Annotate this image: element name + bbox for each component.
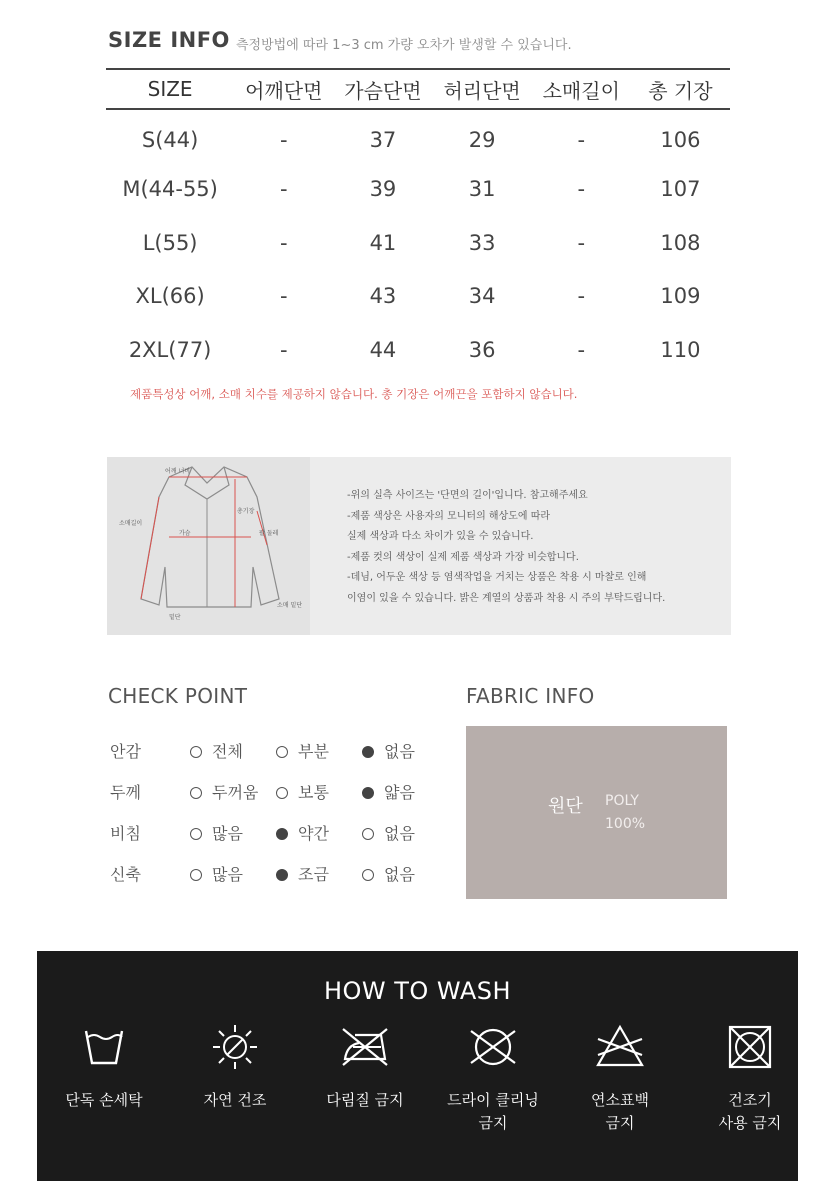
- radio-dot-icon: [276, 787, 288, 799]
- check-option: 전체: [190, 739, 243, 762]
- wash-label: 다림질 금지: [326, 1091, 404, 1109]
- check-option-selected: 없음: [362, 739, 415, 762]
- wash-label: 연소표백 금지: [591, 1091, 649, 1132]
- wash-item-no-bleach: [557, 1021, 683, 1135]
- hem-label: 밑단: [169, 614, 181, 621]
- chest-label: 가슴: [179, 530, 191, 537]
- armhole-label: 팔 둘레: [259, 530, 279, 537]
- length-cell: 110: [660, 337, 701, 362]
- armhole-line: [257, 511, 267, 545]
- radio-dot-filled-icon: [362, 787, 374, 799]
- shoulder-cell: -: [279, 128, 288, 153]
- wash-label: 드라이 클리닝 금지: [447, 1091, 539, 1132]
- chest-cell: 44: [369, 337, 397, 362]
- radio-dot-filled-icon: [276, 828, 288, 840]
- check-option: 부분: [276, 739, 329, 762]
- jacket-diagram: [107, 457, 310, 635]
- no-ironing-icon: [337, 1021, 393, 1073]
- chest-cell: 39: [369, 177, 397, 202]
- how-to-wash-title: HOW TO WASH: [323, 977, 512, 1005]
- check-label: 두께: [110, 783, 141, 802]
- radio-dot-filled-icon: [362, 746, 374, 758]
- sleeve-cell: -: [577, 284, 586, 309]
- shoulder-cell: -: [279, 177, 288, 202]
- radio-dot-icon: [362, 869, 374, 881]
- check-option: 없음: [362, 821, 415, 844]
- check-option: 보통: [276, 780, 329, 803]
- check-option-selected: 조금: [276, 862, 329, 885]
- no-tumble-dry-icon: [724, 1021, 776, 1073]
- total-label: 총기장: [237, 508, 255, 515]
- shoulder-cell: -: [279, 230, 288, 255]
- shoulder-cell: -: [279, 284, 288, 309]
- waist-cell: 31: [468, 177, 496, 202]
- size-header-sleeve: 소매길이: [532, 69, 631, 109]
- wash-item-natural-dry: [172, 1021, 298, 1112]
- hand-wash-icon: [78, 1021, 130, 1073]
- wash-item-hand-wash: [41, 1021, 167, 1112]
- size-header-waist: 허리단면: [433, 69, 532, 109]
- table-row: [106, 163, 730, 217]
- sleeve-label: 소매길이: [119, 520, 143, 527]
- size-table: [106, 68, 730, 377]
- radio-dot-icon: [362, 828, 374, 840]
- length-cell: 107: [660, 177, 701, 202]
- wash-item-no-tumble-dry: [687, 1021, 813, 1135]
- check-label: 안감: [110, 742, 141, 761]
- waist-cell: 34: [468, 284, 496, 309]
- size-cell: M(44-55): [122, 177, 218, 202]
- fabric-percent: 100%: [605, 816, 646, 832]
- sleeve-cell: -: [577, 177, 586, 202]
- waist-cell: 29: [468, 128, 496, 153]
- guide-note: -위의 실측 사이즈는 '단면의 길이'입니다. 참고해주세요: [347, 490, 588, 501]
- guide-note: 이염이 있을 수 있습니다. 밝은 계열의 상품과 착용 시 주의 부탁드립니다.: [347, 592, 666, 604]
- check-option: 많음: [190, 862, 243, 885]
- fabric-swatch: [466, 726, 727, 899]
- size-header-size: SIZE: [106, 69, 234, 109]
- fabric-info-title: FABRIC INFO: [466, 684, 595, 708]
- check-row-stretch: [108, 858, 438, 899]
- wash-item-no-dry-cleaning: [430, 1021, 556, 1135]
- size-header-shoulder: 어깨단면: [234, 69, 333, 109]
- fabric-material: POLY: [605, 793, 639, 809]
- chest-cell: 41: [369, 230, 397, 255]
- check-option: 많음: [190, 821, 243, 844]
- length-cell: 106: [660, 128, 701, 153]
- size-cell: S(44): [141, 128, 199, 153]
- guide-note: 실제 색상과 다소 차이가 있을 수 있습니다.: [347, 531, 534, 542]
- sleeve-line: [141, 497, 159, 599]
- size-info-note: 측정방법에 따라 1~3 cm 가량 오차가 발생할 수 있습니다.: [236, 38, 572, 53]
- radio-dot-icon: [276, 746, 288, 758]
- shoulder-cell: -: [279, 337, 288, 362]
- table-row: [106, 109, 730, 163]
- wash-label: 건조기 사용 금지: [718, 1091, 782, 1132]
- wash-item-no-ironing: [302, 1021, 428, 1112]
- check-option: 두꺼움: [190, 780, 258, 803]
- guide-note: -제품 컷의 색상이 실제 제품 색상과 가장 비슷합니다.: [347, 551, 579, 563]
- size-header-chest: 가슴단면: [333, 69, 432, 109]
- check-label: 비침: [110, 824, 141, 843]
- length-cell: 108: [660, 230, 701, 255]
- radio-dot-filled-icon: [276, 869, 288, 881]
- chest-cell: 43: [369, 284, 397, 309]
- no-bleach-icon: [592, 1021, 648, 1073]
- size-cell: 2XL(77): [128, 337, 212, 362]
- sleeve-cell: -: [577, 128, 586, 153]
- sleeve-cell: -: [577, 230, 586, 255]
- size-cell: L(55): [142, 230, 198, 255]
- radio-dot-icon: [190, 869, 202, 881]
- check-point-list: [108, 735, 438, 899]
- wash-label: 단독 손세탁: [65, 1091, 143, 1109]
- table-row: [106, 216, 730, 270]
- natural-dry-icon: [209, 1021, 261, 1073]
- radio-dot-icon: [190, 746, 202, 758]
- size-info-header: [108, 28, 730, 58]
- check-option-selected: 약간: [276, 821, 329, 844]
- table-row: [106, 323, 730, 377]
- radio-dot-icon: [190, 787, 202, 799]
- wash-label: 자연 건조: [203, 1091, 267, 1109]
- table-row: [106, 270, 730, 324]
- length-cell: 109: [660, 284, 701, 309]
- check-row-lining: [108, 735, 438, 776]
- measure-guide: [107, 457, 731, 635]
- check-row-thickness: [108, 776, 438, 817]
- size-disclaimer: 제품특성상 어깨, 소매 치수를 제공하지 않습니다. 총 기장은 어깨끈을 포함하지 않습니다.: [130, 387, 578, 401]
- jacket-outline-icon: [107, 457, 310, 635]
- check-option-selected: 얇음: [362, 780, 415, 803]
- size-cell: XL(66): [135, 284, 205, 309]
- check-row-sheerness: [108, 817, 438, 858]
- cuff-label: 소매 밑단: [277, 602, 303, 609]
- sleeve-cell: -: [577, 337, 586, 362]
- check-option: 없음: [362, 862, 415, 885]
- waist-cell: 33: [468, 230, 496, 255]
- size-table-header-row: [106, 69, 730, 109]
- no-dry-cleaning-icon: [465, 1021, 521, 1073]
- guide-note: -데님, 어두운 색상 등 염색작업을 거치는 상품은 착용 시 마찰로 인해: [347, 572, 647, 583]
- size-info-title: SIZE INFO: [108, 28, 230, 52]
- how-to-wash-panel: [37, 951, 798, 1181]
- guide-note: -제품 색상은 사용자의 모니터의 해상도에 따라: [347, 510, 551, 522]
- chest-cell: 37: [369, 128, 397, 153]
- shoulder-label: 어깨 너비: [165, 468, 191, 475]
- waist-cell: 36: [468, 337, 496, 362]
- fabric-label: 원단: [548, 796, 583, 817]
- check-label: 신축: [110, 865, 141, 884]
- size-header-length: 총 기장: [631, 69, 730, 109]
- radio-dot-icon: [190, 828, 202, 840]
- check-point-title: CHECK POINT: [108, 684, 248, 708]
- guide-notes: [347, 486, 717, 609]
